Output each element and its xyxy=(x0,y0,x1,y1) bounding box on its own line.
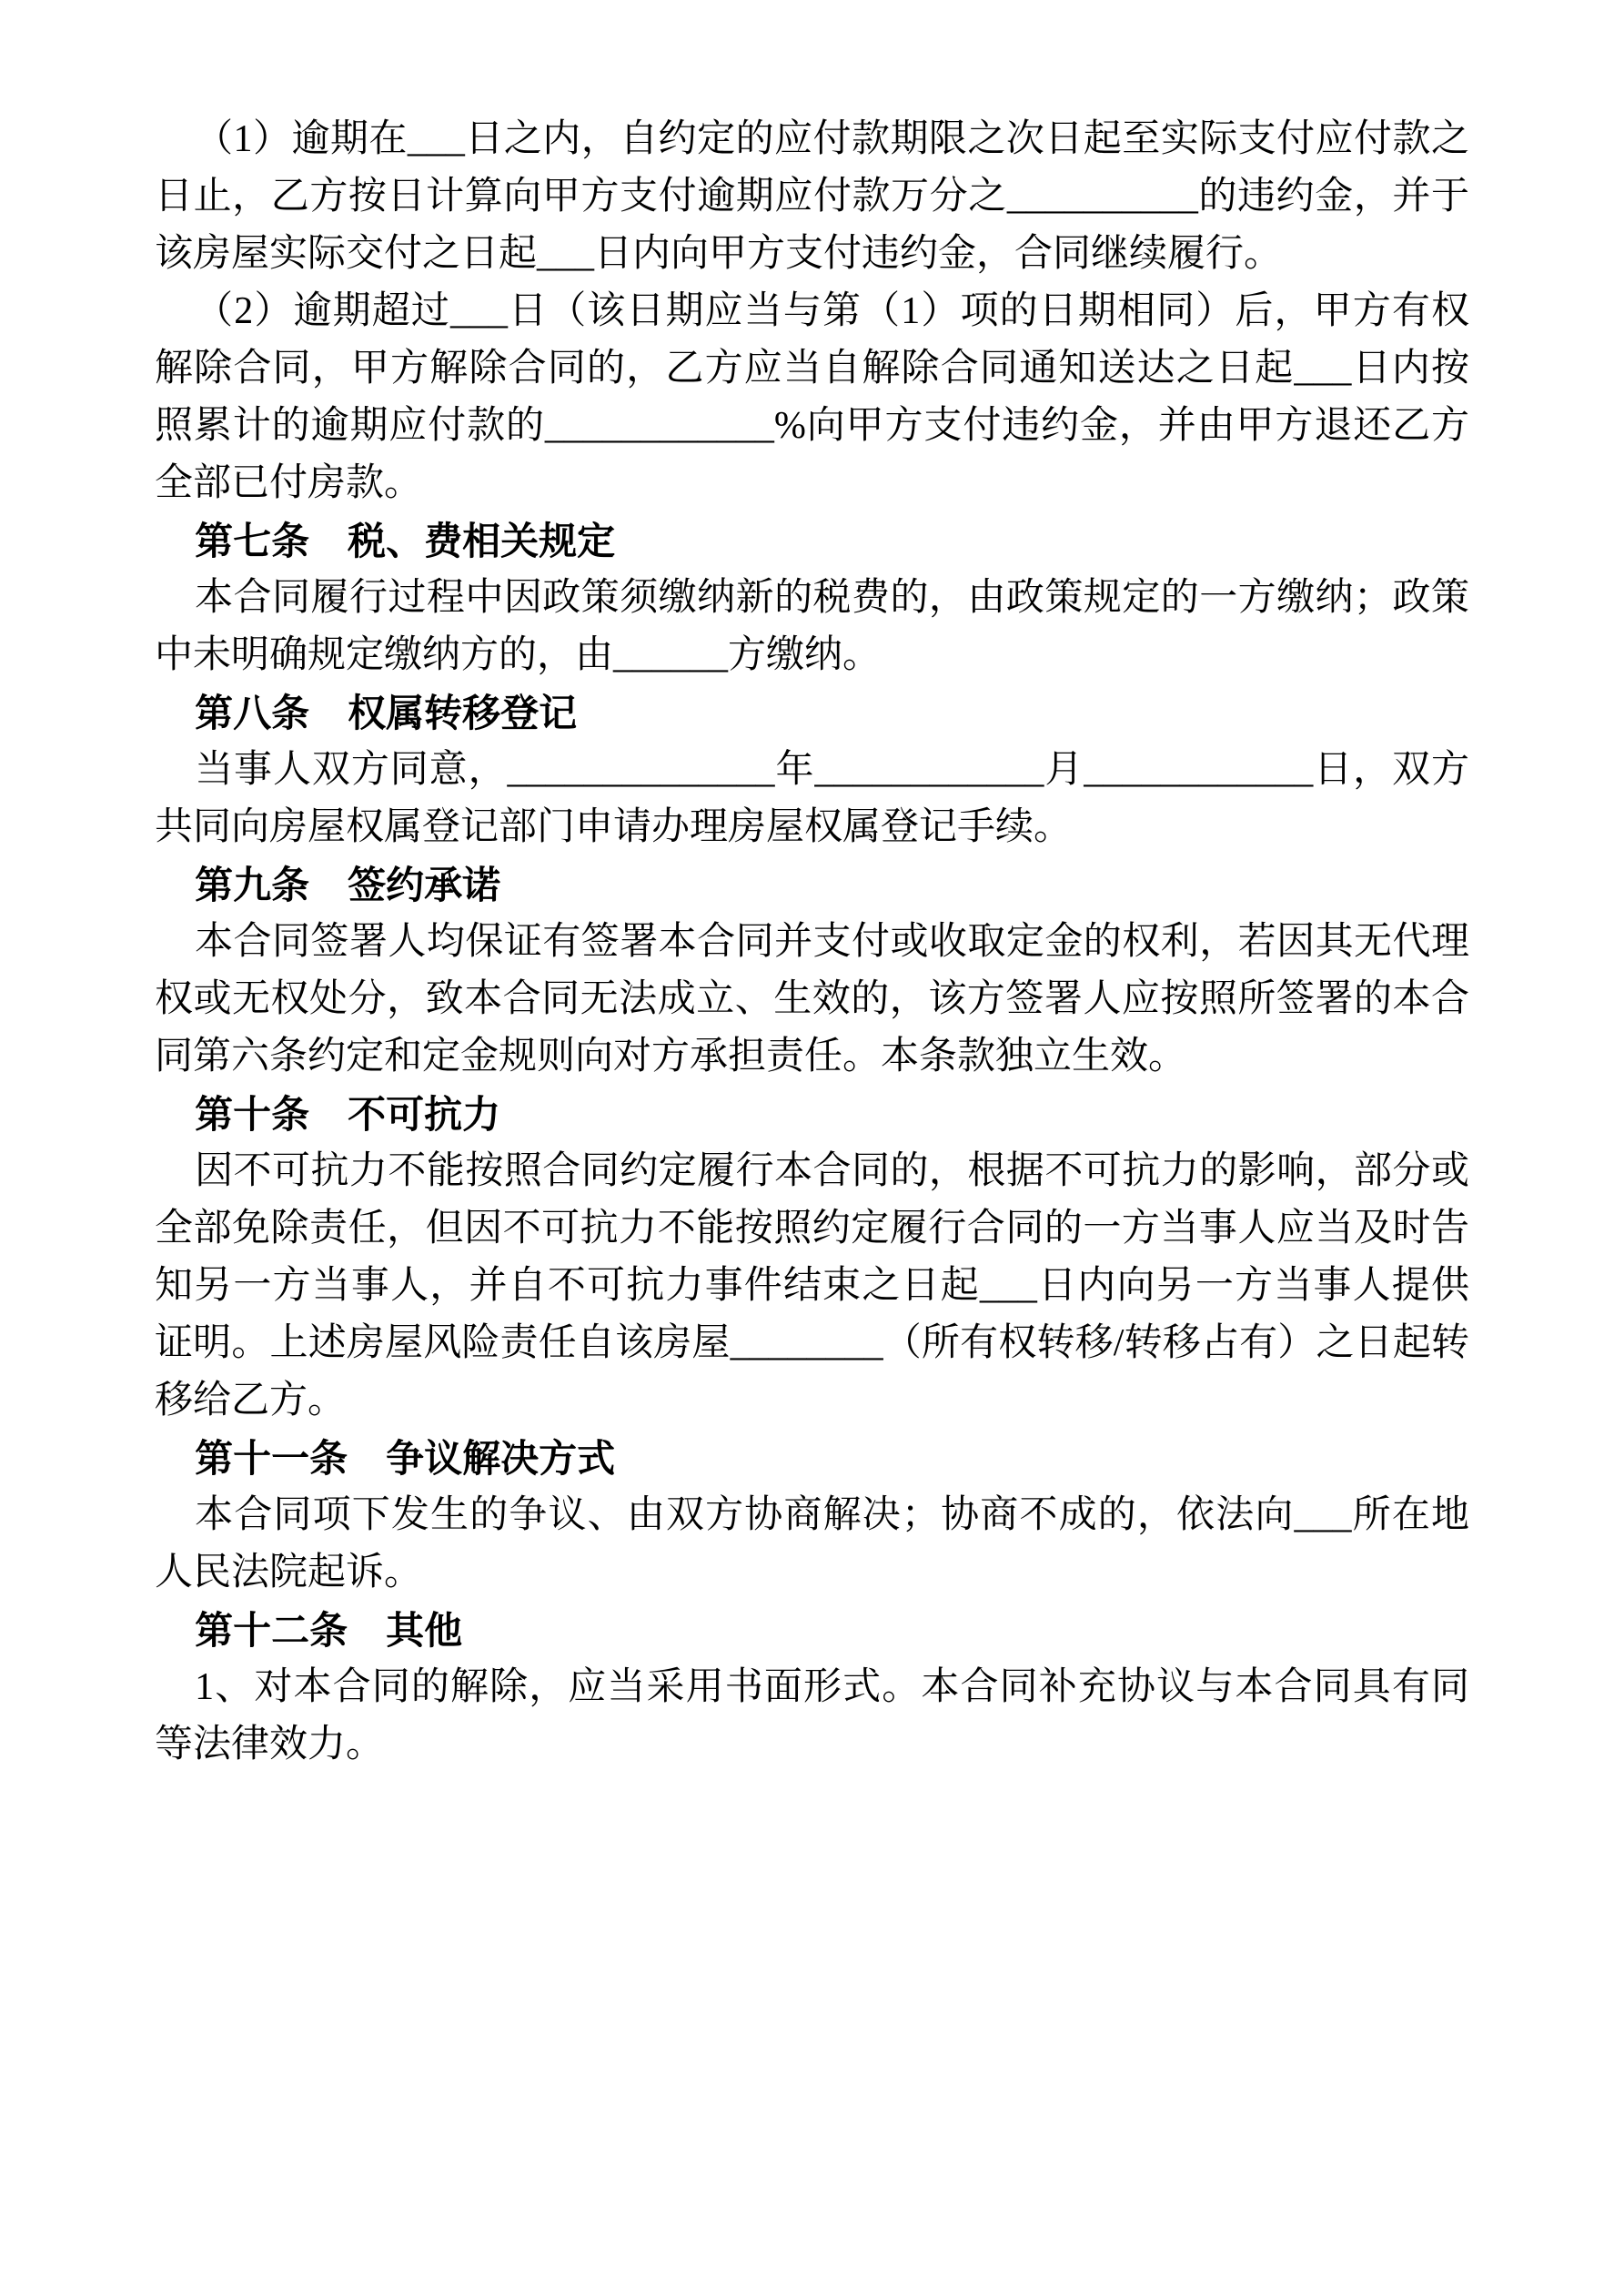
clause-8-heading-ownership-transfer: 第八条 权属转移登记 xyxy=(195,692,578,734)
clause-12-heading-others: 第十二条 其他 xyxy=(195,1609,463,1652)
paragraph-force-majeure: 因不可抗力不能按照合同约定履行本合同的，根据不可抗力的影响，部分或全部免除责任，但因不可抗力不能按照约定履行合同的一方当事人应当及时告知另一方当事人，并自不可抗力事件结束之日起___日内向另一方当事人提供证明。上述房屋风险责任自该房屋________（所有权转移/转移占有）之日起转移给乙方。 xyxy=(155,1150,1469,1421)
paragraph-others-termination: 1、对本合同的解除，应当采用书面形式。本合同补充协议与本合同具有同等法律效力。 xyxy=(155,1666,1469,1765)
clause-11-heading-dispute-resolution: 第十一条 争议解决方式 xyxy=(195,1437,616,1480)
clause-10-heading-force-majeure: 第十条 不可抗力 xyxy=(195,1093,501,1136)
paragraph-overdue-exceed-days: （2）逾期超过___日（该日期应当与第（1）项的日期相同）后，甲方有权解除合同，甲方解除合同的，乙方应当自解除合同通知送达之日起___日内按照累计的逾期应付款的____________%向甲方支付违约金，并由甲方退还乙方全部已付房款。 xyxy=(155,290,1469,504)
paragraph-signing-commitment: 本合同签署人均保证有签署本合同并支付或收取定金的权利，若因其无代理权或无权处分，致本合同无法成立、生效的，该方签署人应按照所签署的本合同第六条约定和定金规则向对方承担责任。本条款独立生效。 xyxy=(155,921,1469,1077)
paragraph-dispute-resolution: 本合同项下发生的争议、由双方协商解决；协商不成的，依法向___所在地人民法院起诉。 xyxy=(155,1494,1469,1593)
paragraph-overdue-within-days: （1）逾期在___日之内，自约定的应付款期限之次日起至实际支付应付款之日止，乙方按日计算向甲方支付逾期应付款万分之__________的违约金，并于该房屋实际交付之日起___日内向甲方支付违约金，合同继续履行。 xyxy=(155,118,1469,275)
paragraph-ownership-transfer: 当事人双方同意，______________年____________月____________日，双方共同向房屋权属登记部门申请办理房屋权属登记手续。 xyxy=(155,749,1469,848)
clause-7-heading-tax-fees: 第七条 税、费相关规定 xyxy=(195,520,616,562)
paragraph-tax-fees: 本合同履行过程中因政策须缴纳新的税费的，由政策规定的一方缴纳；政策中未明确规定缴纳方的，由______方缴纳。 xyxy=(155,577,1469,676)
clause-9-heading-signing-commitment: 第九条 签约承诺 xyxy=(195,864,501,906)
